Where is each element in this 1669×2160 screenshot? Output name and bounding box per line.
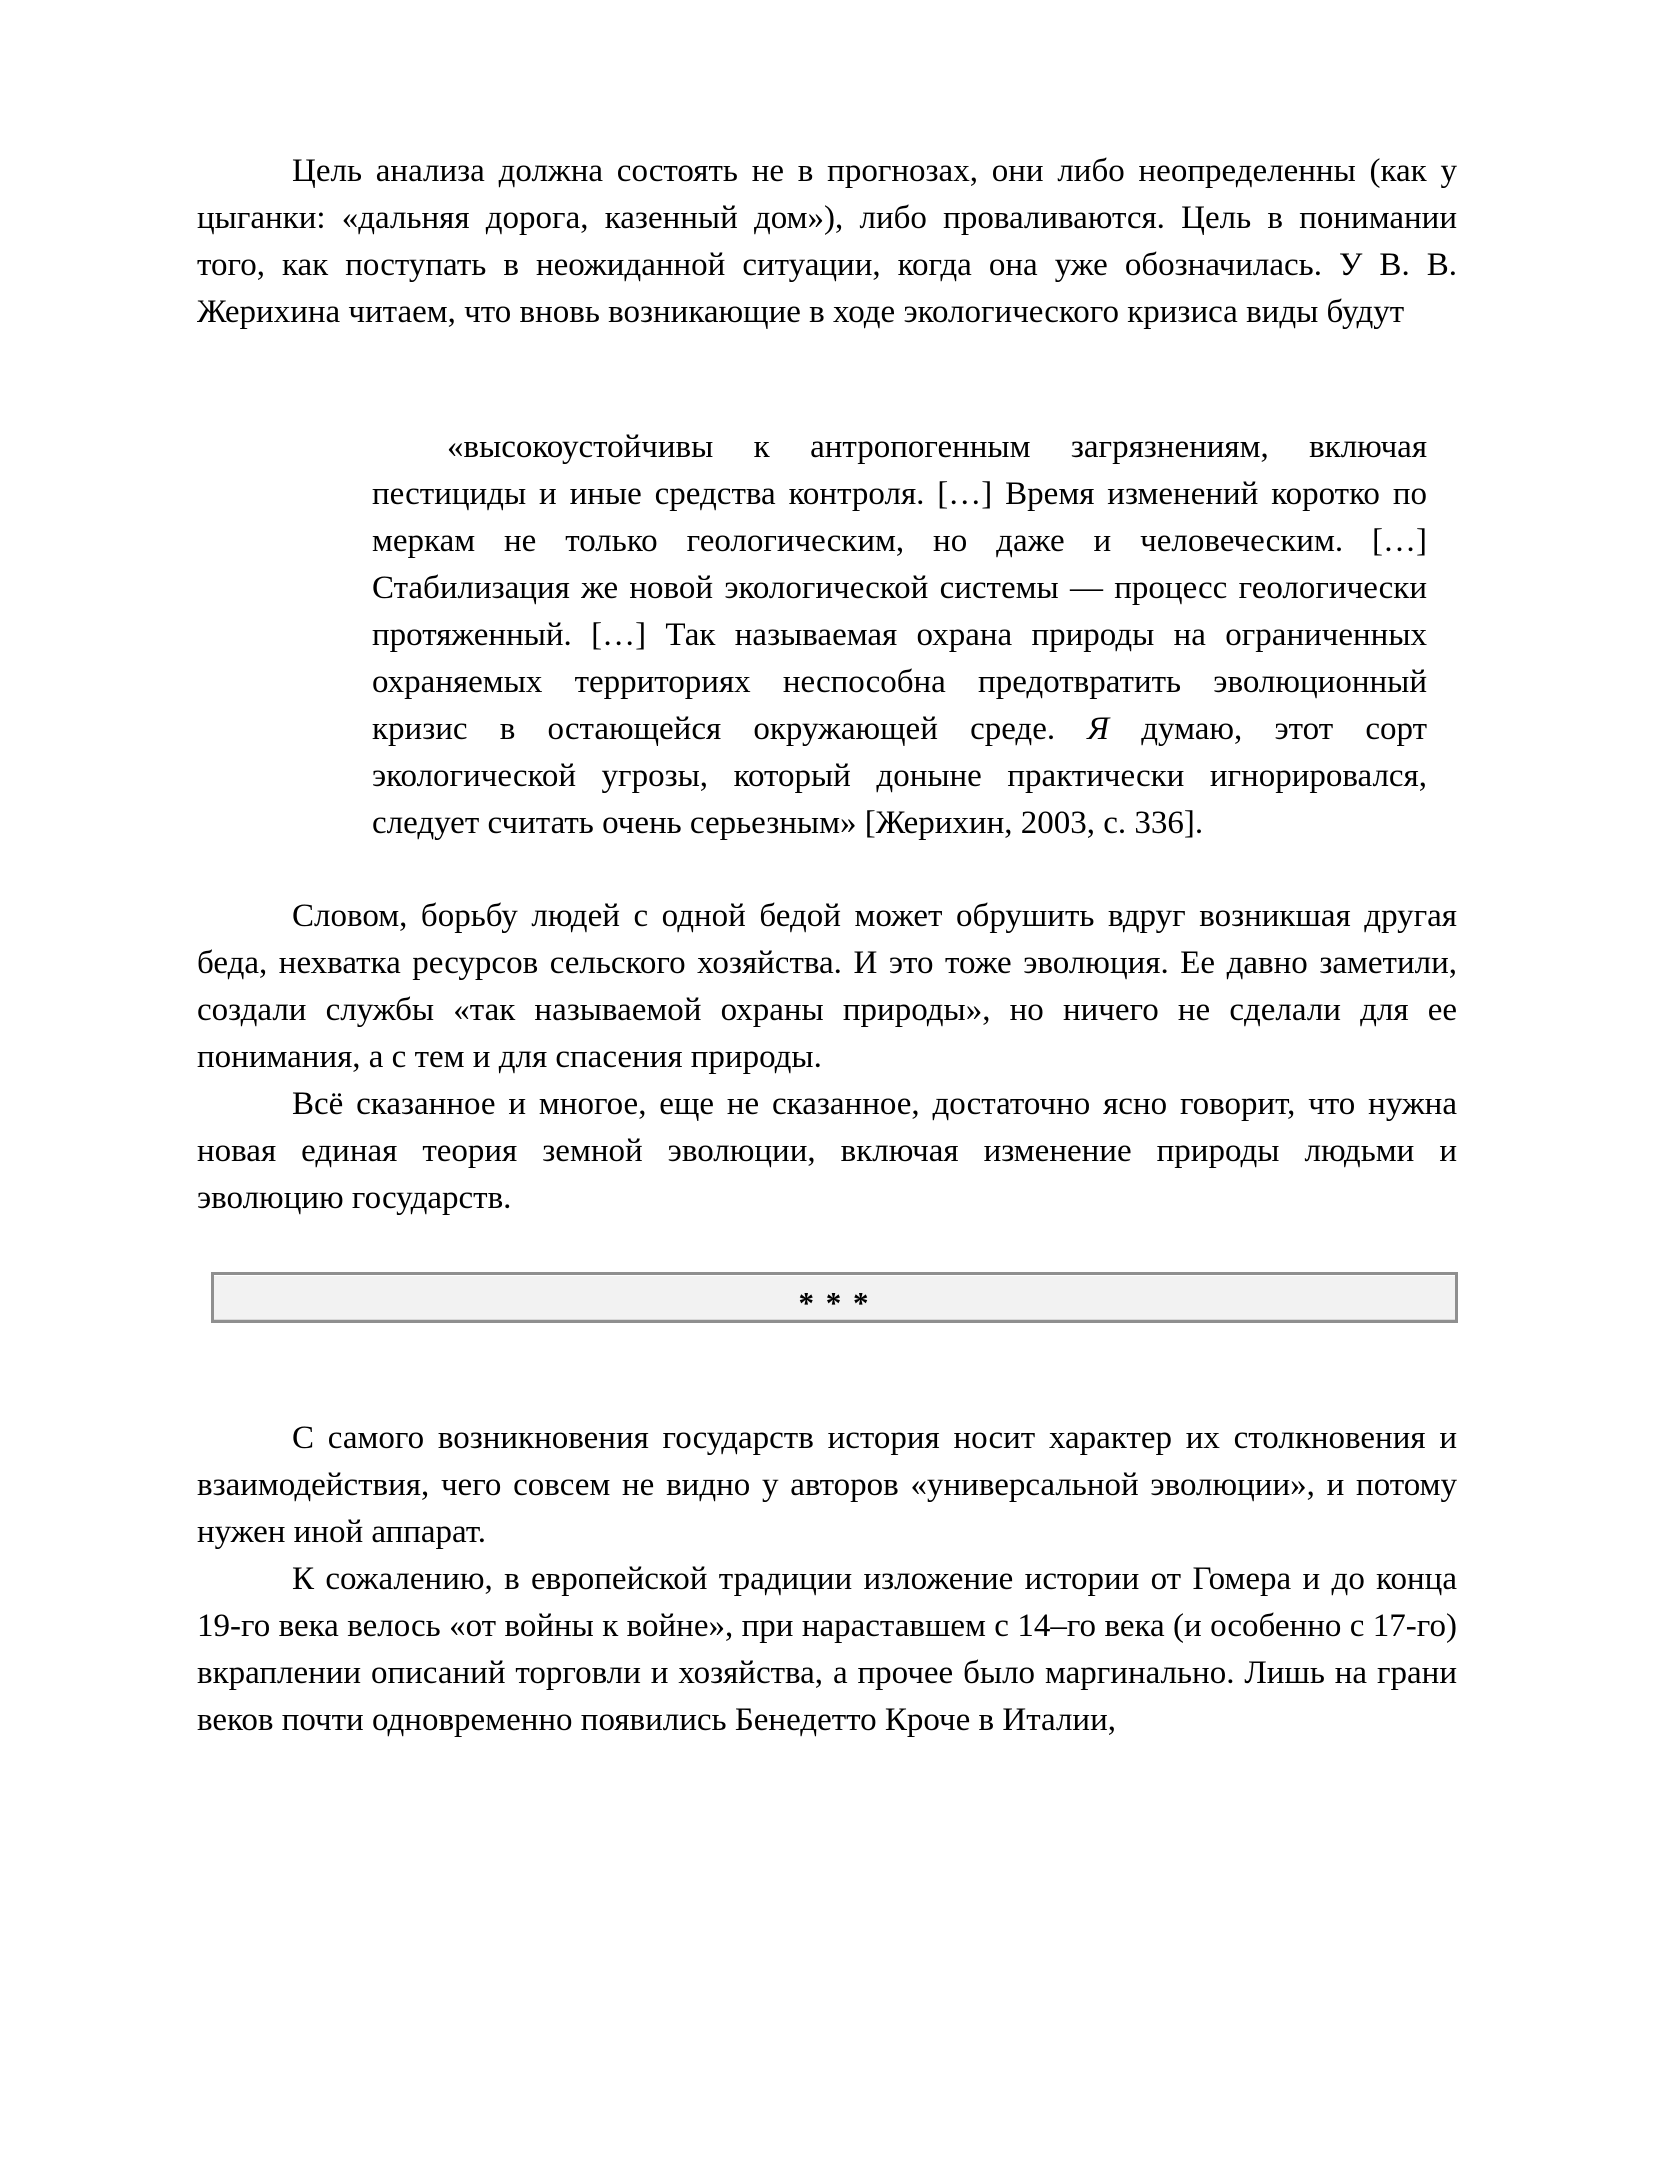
quote-text-before-italic: «высокоустойчивы к антропогенным загрязнениям, включая пестициды и иные средства контроля. […] Время изменений коротко по меркам не только геологическим, но даже и человеческим. […] Стабилизация же новой экологической системы — процесс геологически протяженный. […] Так называемая охрана природы на ограниченных охраняемых территориях неспособна предотвратить эволюционный кризис в остающейся окружающей среде. — [372, 429, 1427, 747]
quote-italic-word: Я — [1087, 711, 1110, 747]
paragraph-european-tradition: К сожалению, в европейской традиции изложение истории от Гомера и до конца 19-го века велось «от войны к войне», при нараставшем с 14–го века (и особенно с 17-го) вкраплении описаний торговли и хозяйства, а прочее было маргинально. Лишь на грани веков почти одновременно появились Бенедетто Кроче в Италии, — [197, 1561, 1457, 1738]
paragraph-one-trouble: Словом, борьбу людей с одной бедой может обрушить вдруг возникшая другая беда, нехватка ресурсов сельского хозяйства. И это тоже эволюция. Ее давно заметили, создали службы «так называемой охраны природы», но ничего не сделали для ее понимания, а с тем и для спасения природы. — [197, 898, 1457, 1075]
section-separator — [211, 1272, 1458, 1323]
paragraph-new-theory: Всё сказанное и многое, еще не сказанное, достаточно ясно говорит, что нужна новая единая теория земной эволюции, включая изменение природы людьми и эволюцию государств. — [197, 1086, 1457, 1216]
block-quote-zherikhin — [372, 424, 1427, 847]
quote-text-after-italic: думаю, этот сорт экологической угрозы, который доныне практически игнорировался, следует считать очень серьезным» [Жерихин, 2003, с. 336]. — [372, 711, 1427, 841]
separator-stars: * * * — [798, 1285, 871, 1320]
paragraph-analysis-goal: Цель анализа должна состоять не в прогнозах, они либо неопределенны (как у цыганки: «дальняя дорога, казенный дом»), либо проваливаются. Цель в понимании того, как поступать в неожиданной ситуации, когда она уже обозначилась. У В. В. Жерихина читаем, что вновь возникающие в ходе экологического кризиса виды будут — [197, 153, 1457, 330]
paragraph-states-history: С самого возникновения государств история носит характер их столкновения и взаимодействия, чего совсем не видно у авторов «универсальной эволюции», и потому нужен иной аппарат. — [197, 1420, 1457, 1550]
